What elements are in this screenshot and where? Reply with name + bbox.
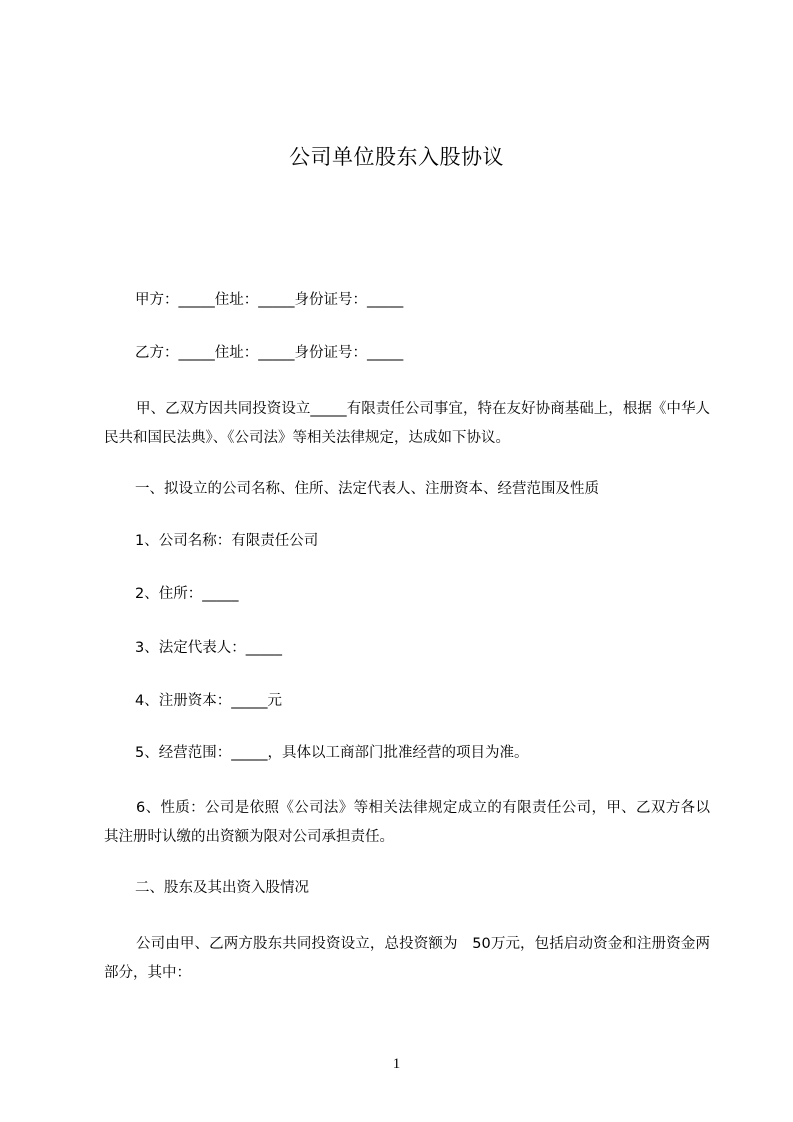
item-registered-capital: 4、注册资本：_____元 [135,693,282,709]
intro-paragraph: 甲、乙双方因共同投资设立_____有限责任公司事宜，特在友好协商基础上，根据《中华人民共和国民法典》、《公司法》等相关法律规定，达成如下协议。 [104,401,710,446]
section-1-heading: 一、拟设立的公司名称、住所、法定代表人、注册资本、经营范围及性质 [135,481,599,497]
page-number: 1 [392,1056,401,1072]
section-2-heading: 二、股东及其出资入股情况 [135,880,309,896]
item-legal-representative: 3、法定代表人：_____ [135,640,282,656]
item-nature-paragraph: 6、性质：公司是依照《公司法》等相关法律规定成立的有限责任公司，甲、乙双方各以其注册时认缴的出资额为限对公司承担责任。 [104,800,710,845]
document-title: 公司单位股东入股协议 [289,145,504,169]
section-2-paragraph: 公司由甲、乙两方股东共同投资设立，总投资额为 50万元，包括启动资金和注册资金两部分，其中： [104,936,710,981]
party-a-line: 甲方：_____住址：_____身份证号：_____ [135,292,404,308]
item-business-scope: 5、经营范围：_____，具体以工商部门批准经营的项目为准。 [135,745,529,761]
party-b-line: 乙方：_____住址：_____身份证号：_____ [135,345,404,361]
item-address: 2、住所：_____ [135,586,239,602]
item-company-name: 1、公司名称：有限责任公司 [135,533,319,549]
